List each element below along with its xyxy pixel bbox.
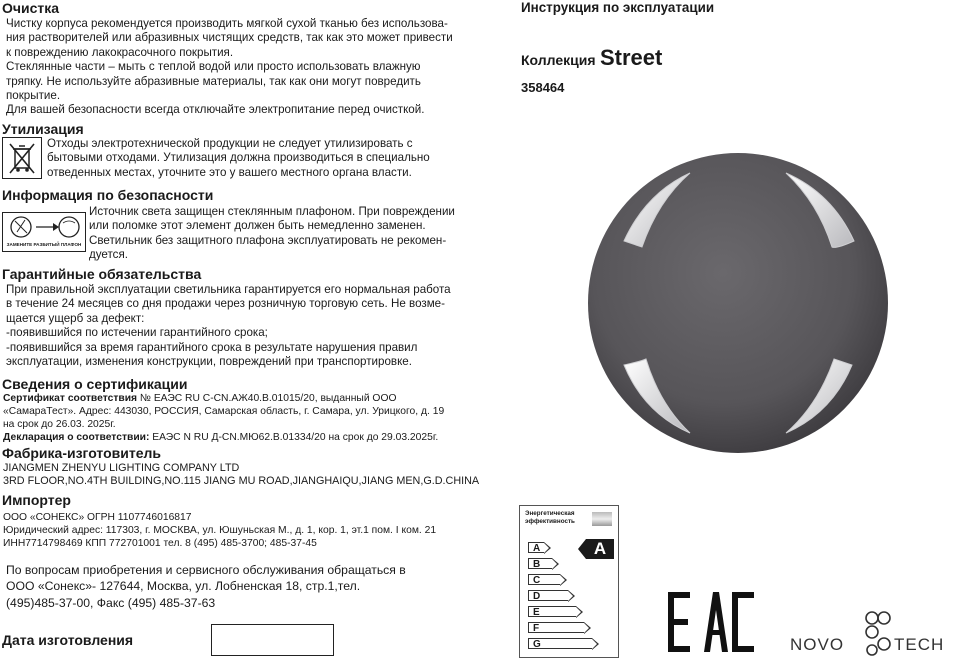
energy-label xyxy=(519,505,619,658)
factory-text: JIANGMEN ZHENYU LIGHTING COMPANY LTD 3RD FLOOR,NO.4TH BUILDING,NO.115 JIANG MU ROAD,JIANGHAIQU,JIANG MEN,G.D.CHINA xyxy=(3,462,480,487)
energy-rating-badge xyxy=(586,539,614,559)
service-text: По вопросам приобретения и сервисного обслуживания обращаться в ООО «Сонекс»- 127644, Москва, ул. Лобненская 18, стр.1,тел. (495)485-37-00, Факс (495) 485-37-63 xyxy=(6,563,406,610)
factory-title: Фабрика-изготовитель xyxy=(2,445,161,461)
collection-name: Street xyxy=(599,45,663,70)
warranty-title: Гарантийные обязательства xyxy=(2,266,202,282)
energy-rating-letter: A xyxy=(593,539,607,558)
svg-text:TECH: TECH xyxy=(894,635,945,654)
energy-swatch xyxy=(592,512,612,526)
collection-line xyxy=(521,45,662,71)
cleaning-title: Очистка xyxy=(2,0,60,16)
lamp-image xyxy=(584,149,892,457)
energy-class-c: C xyxy=(528,574,560,585)
importer-title: Импортер xyxy=(2,492,71,508)
safety-title: Информация по безопасности xyxy=(2,187,214,203)
energy-class-g: G xyxy=(528,638,592,649)
energy-class-d: D xyxy=(528,590,568,601)
eac-logo xyxy=(666,590,756,654)
manufacture-date-box xyxy=(211,624,334,656)
novotech-logo xyxy=(790,606,968,664)
cleaning-text: Чистку корпуса рекомендуется производить мягкой сухой тканью без использова- ния растворителей или абразивных чистящих средств, так как это может привести к повреждению лакокрасочного покрытия. Стеклянные части – мыть с теплой водой или просто использовать влажную тряпку. Не используйте абразивные материалы, так как они могут повредить покрытие. Для вашей безопасности всегда отключайте электропитание перед очисткой. xyxy=(6,17,453,117)
crossed-bin-icon xyxy=(2,137,42,179)
warranty-text: При правильной эксплуатации светильника гарантируется его нормальная работа в течение 24 месяцев со дня продажи через розничную торговую сеть. Не возме- щается ущерб за дефект: -появившийся по истечении гарантийного срока; -появившийся за время гарантийного срока в результате нарушения правил эксплуатации, изменения конструкции, повреждений при транспортировке. xyxy=(6,283,451,369)
safety-text: Источник света защищен стеклянным плафоном. При повреждении или поломке этот элемент должен быть немедленно заменен. Светильник без защитного плафона эксплуатировать не рекомен- дуется. xyxy=(89,205,455,262)
energy-class-e: E xyxy=(528,606,576,617)
article-number: 358464 xyxy=(521,80,565,95)
collection-label: Коллекция xyxy=(521,52,596,68)
disposal-title: Утилизация xyxy=(2,121,84,137)
energy-class-b: B xyxy=(528,558,552,569)
energy-class-f: F xyxy=(528,622,584,633)
svg-text:NOVO: NOVO xyxy=(790,635,845,654)
energy-class-a: A xyxy=(528,542,544,553)
importer-text: ООО «СОНЕКС» ОГРН 1107746016817 Юридический адрес: 117303, г. МОСКВА, ул. Юшуньская М., д. 1, кор. 1, эт.1 пом. I ком. 21 ИНН7714798469 КПП 772701001 тел. 8 (495) 485-3700; 485-37-45 xyxy=(3,512,437,549)
certification-text: Сертификат соответствия № ЕАЭС RU C-CN.АЖ40.В.01015/20, выданный ООО «СамараТест». Адрес: 443030, РОССИЯ, Самарская область, г. Самара, ул. Урицкого, д. 19 на срок до 26.03. 2025г. Декларация о соответствии: ЕАЭС N RU Д-CN.МЮ62.В.01334/20 на срок до 29.03.2025г. xyxy=(3,393,445,443)
disposal-text: Отходы электротехнической продукции не следует утилизировать с бытовыми отходами. Утилизация должна производиться в специально отведенных местах, уточните это у вашего местного органа власти. xyxy=(47,137,430,179)
certification-title: Сведения о сертификации xyxy=(2,376,188,392)
document-title: Инструкция по эксплуатации xyxy=(521,0,715,15)
replace-glass-icon xyxy=(2,212,86,252)
manufacture-date-label: Дата изготовления xyxy=(2,632,134,648)
icon-caption: ЗАМЕНИТЕ РАЗБИТЫЙ ПЛАФОН xyxy=(6,242,82,247)
energy-label-title: Энергетическая эффективность xyxy=(525,510,575,525)
